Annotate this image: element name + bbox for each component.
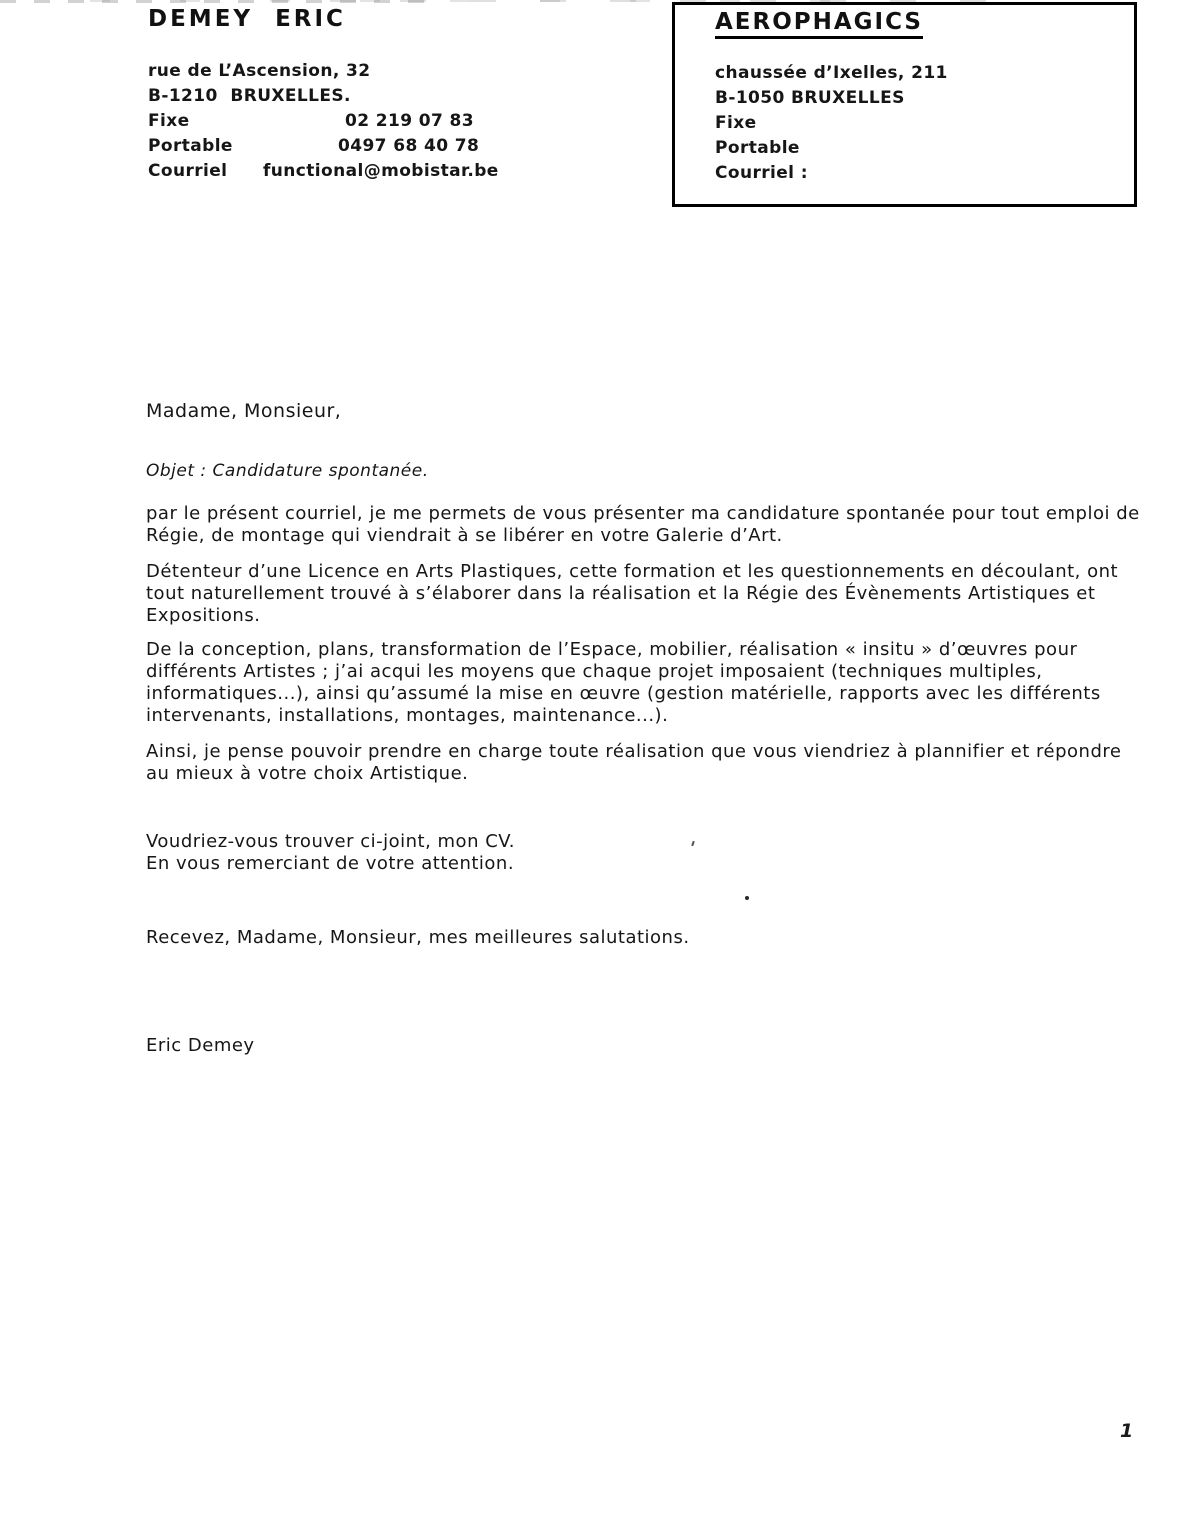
sender-fixe-value: 02 219 07 83 — [345, 111, 475, 131]
closing-line-2: En vous remerciant de votre attention. — [146, 853, 515, 874]
paragraph-1: par le présent courriel, je me permets de vous présenter ma candidature spontanée pour tout emploi de Régie, de montage qui viendrait à se libérer en votre Galerie d’Art. — [146, 503, 1140, 546]
recipient-address-line1: chaussée d’Ixelles, 211 — [715, 63, 948, 83]
recipient-portable-label: Portable — [715, 138, 800, 158]
sender-name: DEMEY ERIC — [148, 6, 346, 32]
recipient-fixe-label: Fixe — [715, 113, 757, 133]
sender-block — [148, 6, 648, 184]
sender-fixe-row — [148, 109, 648, 134]
sender-contact-rows — [148, 59, 648, 184]
salutation: Madame, Monsieur, — [146, 400, 342, 422]
recipient-courriel-label: Courriel : — [715, 163, 808, 183]
recipient-name: AEROPHAGICS — [715, 9, 923, 39]
paragraph-3: De la conception, plans, transformation de l’Espace, mobilier, réalisation « insitu » d’œuvres pour différents Artistes ; j’ai acqui les moyens que chaque projet imposaient (techniques multiples, informatiques...), ainsi qu’assumé la mise en œuvre (gestion matérielle, rapports avec les différents intervenants, installations, montages, maintenance...). — [146, 639, 1101, 726]
sender-courriel-label: Courriel — [148, 161, 228, 181]
sender-address-line1: rue de L’Ascension, 32 — [148, 61, 371, 81]
subject-line: Objet : Candidature spontanée. — [146, 461, 429, 481]
scan-artifact-line — [0, 0, 430, 3]
paragraph-2: Détenteur d’une Licence en Arts Plastiques, cette formation et les questionnements en découlant, ont tout naturellement trouvé à s’élaborer dans la réalisation et la Régie des Évènements Artistiques et Expositions. — [146, 561, 1119, 626]
paragraph-4: Ainsi, je pense pouvoir prendre en charge toute réalisation que vous viendriez à plannifier et répondre au mieux à votre choix Artistique. — [146, 741, 1122, 784]
signature-name: Eric Demey — [146, 1035, 255, 1056]
valediction: Recevez, Madame, Monsieur, mes meilleures salutations. — [146, 927, 690, 948]
recipient-contact-rows — [715, 61, 1134, 186]
sender-address-line2: B-1210 BRUXELLES. — [148, 86, 351, 106]
sender-portable-label: Portable — [148, 136, 233, 156]
sender-courriel-row — [148, 159, 648, 184]
page-number: 1 — [1120, 1420, 1134, 1442]
sender-courriel-value: functional@mobistar.be — [263, 161, 499, 181]
sender-portable-value: 0497 68 40 78 — [338, 136, 480, 156]
letter-body — [146, 400, 1150, 1057]
closing-lines — [146, 831, 1150, 875]
sender-portable-row — [148, 134, 648, 159]
closing-line-1: Voudriez-vous trouver ci-joint, mon CV. — [146, 831, 515, 852]
recipient-block — [672, 2, 1137, 207]
recipient-address-line2: B-1050 BRUXELLES — [715, 88, 905, 108]
sender-fixe-label: Fixe — [148, 111, 190, 131]
